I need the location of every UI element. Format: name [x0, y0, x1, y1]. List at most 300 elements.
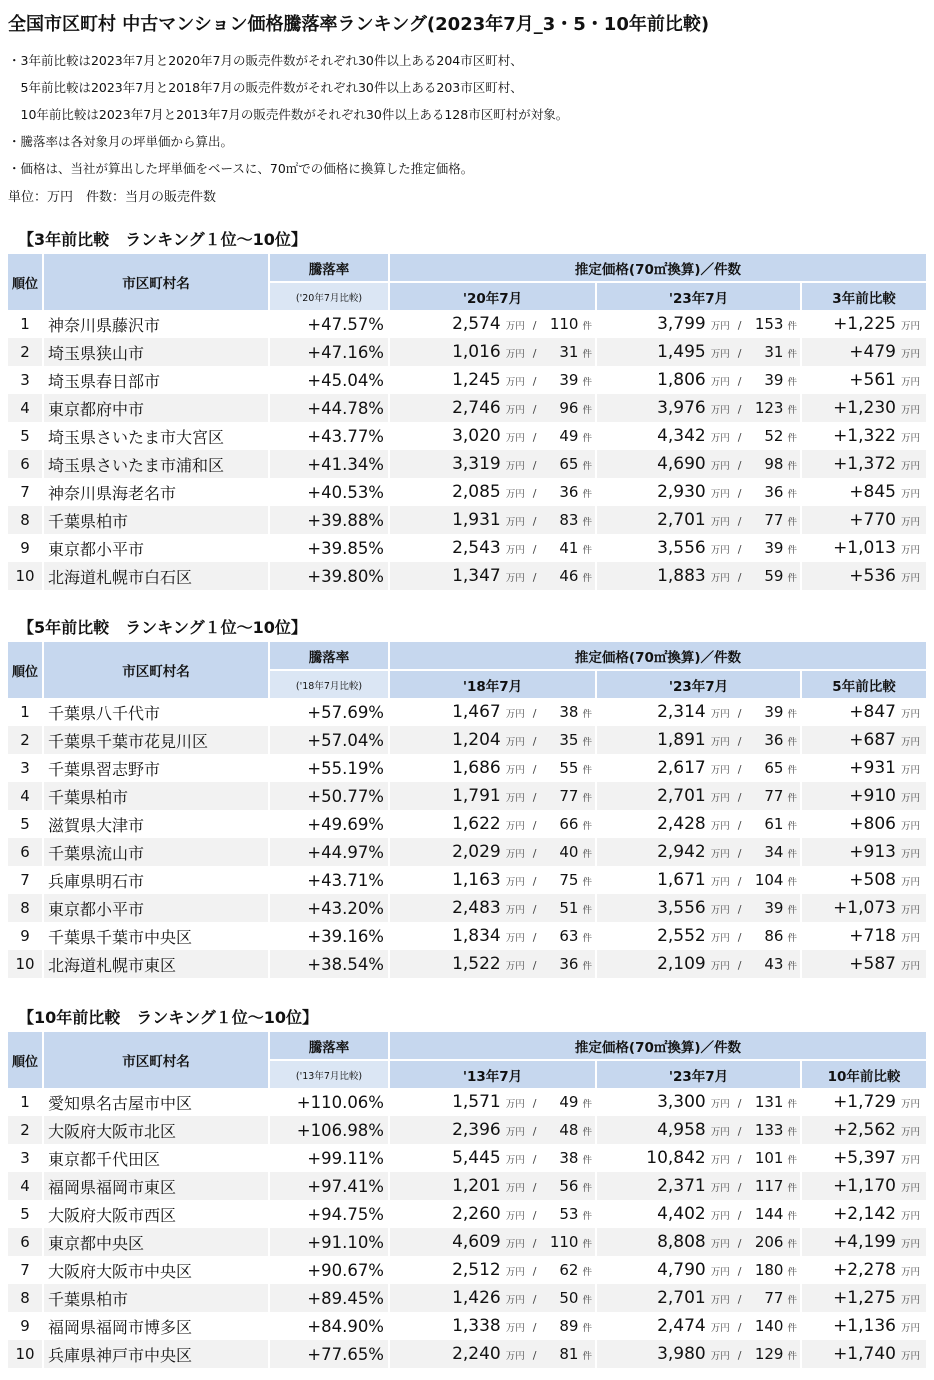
municipality-name: 東京都府中市: [44, 394, 268, 422]
slash-separator: /: [737, 1097, 742, 1110]
section-heading: 【5年前比較 ランキング１位～10位】: [18, 618, 307, 637]
count-unit-label: 件: [787, 405, 797, 416]
count-unit-label: 件: [582, 1239, 592, 1250]
diff-value: +4,199: [833, 1232, 896, 1252]
slash-separator: /: [737, 459, 742, 472]
municipality-name: 福岡県福岡市博多区: [44, 1312, 268, 1340]
rate-cell: +44.97%: [270, 838, 388, 866]
count-unit-label: 件: [787, 961, 797, 972]
new-count: 77: [764, 787, 784, 805]
diff-cell: [802, 726, 926, 754]
count-unit-label: 件: [787, 1155, 797, 1166]
notes-block: [8, 47, 568, 182]
count-unit-label: 件: [787, 1351, 797, 1362]
municipality-name: 大阪府大阪市西区: [44, 1200, 268, 1228]
slash-separator: /: [737, 1153, 742, 1166]
rate-cell: +99.11%: [270, 1144, 388, 1172]
slash-separator: /: [532, 1237, 537, 1250]
rank-cell: 2: [8, 338, 42, 366]
diff-cell: [802, 1284, 926, 1312]
unit-label: 万円: [900, 489, 920, 500]
unit-label: 万円: [710, 377, 730, 388]
new-price-cell: [597, 1144, 800, 1172]
diff-value: +2,562: [833, 1120, 896, 1140]
rank-cell: 1: [8, 1088, 42, 1116]
rate-cell: +90.67%: [270, 1256, 388, 1284]
old-count: 81: [559, 1345, 579, 1363]
new-price: 3,976: [657, 398, 706, 418]
new-count: 34: [764, 843, 784, 861]
unit-label: 万円: [505, 793, 525, 804]
slash-separator: /: [737, 1265, 742, 1278]
municipality-name: 神奈川県藤沢市: [44, 310, 268, 338]
table-header-row: [8, 254, 926, 281]
unit-label: 万円: [900, 821, 920, 832]
slash-separator: /: [737, 1237, 742, 1250]
unit-note: 単位：万円 件数：当月の販売件数: [8, 190, 217, 205]
old-count: 66: [559, 815, 579, 833]
old-price: 5,445: [452, 1148, 501, 1168]
old-price-cell: [390, 1256, 595, 1284]
diff-cell: [802, 838, 926, 866]
new-count: 43: [764, 955, 784, 973]
rank-cell: 8: [8, 1284, 42, 1312]
old-price-cell: [390, 1172, 595, 1200]
old-price-cell: [390, 754, 595, 782]
new-count: 206: [754, 1233, 784, 1251]
diff-value: +536: [849, 566, 896, 586]
old-price: 1,791: [452, 786, 501, 806]
table-row: [8, 866, 926, 894]
old-price-cell: [390, 1088, 595, 1116]
municipality-name: 兵庫県神戸市中央区: [44, 1340, 268, 1368]
old-price: 4,609: [452, 1232, 501, 1252]
unit-label: 万円: [900, 545, 920, 556]
diff-value: +718: [849, 926, 896, 946]
diff-cell: [802, 1228, 926, 1256]
table-row: [8, 1144, 926, 1172]
diff-value: +508: [849, 870, 896, 890]
rank-cell: 3: [8, 366, 42, 394]
count-unit-label: 件: [787, 349, 797, 360]
diff-value: +1,729: [833, 1092, 896, 1112]
old-count: 49: [559, 427, 579, 445]
rate-cell: +39.80%: [270, 562, 388, 590]
rate-cell: +49.69%: [270, 810, 388, 838]
unit-label: 万円: [505, 877, 525, 888]
table-row: [8, 1312, 926, 1340]
table-row: [8, 310, 926, 338]
new-count: 140: [754, 1317, 784, 1335]
diff-value: +806: [849, 814, 896, 834]
old-price-cell: [390, 366, 595, 394]
count-unit-label: 件: [787, 709, 797, 720]
slash-separator: /: [532, 487, 537, 500]
diff-value: +687: [849, 730, 896, 750]
old-count: 36: [559, 483, 579, 501]
unit-label: 万円: [505, 573, 525, 584]
old-price: 1,834: [452, 926, 501, 946]
unit-label: 万円: [505, 1267, 525, 1278]
new-count: 144: [754, 1205, 784, 1223]
new-price-cell: [597, 394, 800, 422]
municipality-name: 北海道札幌市白石区: [44, 562, 268, 590]
rank-header: 順位: [8, 254, 42, 310]
count-unit-label: 件: [582, 1323, 592, 1334]
table-row: [8, 922, 926, 950]
rate-cell: +77.65%: [270, 1340, 388, 1368]
unit-label: 万円: [505, 1351, 525, 1362]
new-price: 2,428: [657, 814, 706, 834]
diff-cell: [802, 1116, 926, 1144]
count-unit-label: 件: [582, 1211, 592, 1222]
old-count: 110: [549, 1233, 579, 1251]
old-price-cell: [390, 450, 595, 478]
old-month-header: '13年7月: [390, 1059, 595, 1088]
new-price-cell: [597, 1172, 800, 1200]
diff-value: +587: [849, 954, 896, 974]
count-unit-label: 件: [582, 1351, 592, 1362]
unit-label: 万円: [710, 1295, 730, 1306]
diff-value: +845: [849, 482, 896, 502]
old-price: 3,020: [452, 426, 501, 446]
unit-label: 万円: [505, 849, 525, 860]
unit-label: 万円: [900, 1323, 920, 1334]
count-unit-label: 件: [582, 961, 592, 972]
municipality-name: 愛知県名古屋市中区: [44, 1088, 268, 1116]
unit-label: 万円: [505, 905, 525, 916]
slash-separator: /: [737, 1321, 742, 1334]
unit-label: 万円: [710, 321, 730, 332]
rate-cell: +91.10%: [270, 1228, 388, 1256]
diff-cell: [802, 1200, 926, 1228]
unit-label: 万円: [710, 1099, 730, 1110]
new-price: 1,806: [657, 370, 706, 390]
unit-label: 万円: [900, 461, 920, 472]
note-line: ・騰落率は各対象月の坪単価から算出。: [8, 134, 234, 149]
unit-label: 万円: [505, 377, 525, 388]
rate-cell: +38.54%: [270, 950, 388, 978]
unit-label: 万円: [900, 405, 920, 416]
old-price: 1,245: [452, 370, 501, 390]
municipality-name: 千葉県習志野市: [44, 754, 268, 782]
unit-label: 万円: [505, 461, 525, 472]
rank-cell: 6: [8, 1228, 42, 1256]
diff-cell: [802, 506, 926, 534]
count-unit-label: 件: [787, 433, 797, 444]
unit-label: 万円: [900, 1099, 920, 1110]
rate-cell: +50.77%: [270, 782, 388, 810]
municipality-name: 福岡県福岡市東区: [44, 1172, 268, 1200]
municipality-name: 埼玉県さいたま市大宮区: [44, 422, 268, 450]
name-header: 市区町村名: [44, 254, 268, 310]
new-count: 129: [754, 1345, 784, 1363]
rank-cell: 2: [8, 1116, 42, 1144]
new-price-cell: [597, 1200, 800, 1228]
diff-cell: [802, 1312, 926, 1340]
slash-separator: /: [737, 931, 742, 944]
unit-label: 万円: [710, 1183, 730, 1194]
price-group-header: 推定価格(70㎡換算)／件数: [390, 254, 926, 281]
new-price-cell: [597, 478, 800, 506]
count-unit-label: 件: [582, 433, 592, 444]
table-row: [8, 894, 926, 922]
name-header: 市区町村名: [44, 642, 268, 698]
new-price-cell: [597, 506, 800, 534]
unit-label: 万円: [900, 793, 920, 804]
diff-cell: [802, 866, 926, 894]
count-unit-label: 件: [787, 1099, 797, 1110]
diff-value: +1,073: [833, 898, 896, 918]
note-line: ・価格は、当社が算出した坪単価をベースに、70㎡での価格に換算した推定価格。: [8, 161, 474, 176]
rate-cell: +47.16%: [270, 338, 388, 366]
old-price: 1,426: [452, 1288, 501, 1308]
diff-cell: [802, 698, 926, 726]
count-unit-label: 件: [787, 1211, 797, 1222]
rank-cell: 3: [8, 1144, 42, 1172]
old-price-cell: [390, 726, 595, 754]
old-price-cell: [390, 506, 595, 534]
old-price: 1,571: [452, 1092, 501, 1112]
unit-label: 万円: [505, 1155, 525, 1166]
new-price-cell: [597, 950, 800, 978]
rate-header: 騰落率: [270, 1032, 388, 1059]
new-count: 39: [764, 371, 784, 389]
rank-cell: 10: [8, 562, 42, 590]
count-unit-label: 件: [582, 737, 592, 748]
unit-label: 万円: [505, 1323, 525, 1334]
rate-cell: +55.19%: [270, 754, 388, 782]
count-unit-label: 件: [582, 793, 592, 804]
slash-separator: /: [532, 763, 537, 776]
count-unit-label: 件: [582, 573, 592, 584]
count-unit-label: 件: [787, 849, 797, 860]
old-count: 75: [559, 871, 579, 889]
old-count: 89: [559, 1317, 579, 1335]
count-unit-label: 件: [787, 545, 797, 556]
unit-label: 万円: [900, 1211, 920, 1222]
new-price: 3,556: [657, 898, 706, 918]
table-row: [8, 1228, 926, 1256]
old-count: 53: [559, 1205, 579, 1223]
old-count: 110: [549, 315, 579, 333]
diff-cell: [802, 366, 926, 394]
count-unit-label: 件: [787, 877, 797, 888]
slash-separator: /: [532, 707, 537, 720]
rate-cell: +47.57%: [270, 310, 388, 338]
diff-value: +931: [849, 758, 896, 778]
table-row: [8, 1200, 926, 1228]
count-unit-label: 件: [787, 1239, 797, 1250]
ranking-table: [6, 1032, 928, 1368]
table-header-row: [8, 642, 926, 669]
rank-cell: 4: [8, 782, 42, 810]
diff-value: +2,278: [833, 1260, 896, 1280]
new-price: 2,474: [657, 1316, 706, 1336]
old-price-cell: [390, 1116, 595, 1144]
table-row: [8, 478, 926, 506]
count-unit-label: 件: [582, 933, 592, 944]
slash-separator: /: [737, 431, 742, 444]
slash-separator: /: [532, 735, 537, 748]
old-count: 83: [559, 511, 579, 529]
new-count: 104: [754, 871, 784, 889]
new-count: 36: [764, 483, 784, 501]
slash-separator: /: [737, 1181, 742, 1194]
slash-separator: /: [737, 375, 742, 388]
rank-header: 順位: [8, 642, 42, 698]
diff-value: +1,230: [833, 398, 896, 418]
old-price: 2,746: [452, 398, 501, 418]
slash-separator: /: [532, 875, 537, 888]
unit-label: 万円: [900, 765, 920, 776]
unit-label: 万円: [900, 905, 920, 916]
rank-cell: 5: [8, 810, 42, 838]
old-price: 2,396: [452, 1120, 501, 1140]
rank-cell: 6: [8, 838, 42, 866]
old-count: 39: [559, 371, 579, 389]
diff-value: +1,322: [833, 426, 896, 446]
slash-separator: /: [737, 735, 742, 748]
unit-label: 万円: [505, 321, 525, 332]
rate-cell: +89.45%: [270, 1284, 388, 1312]
note-line: 10年前比較は2023年7月と2013年7月の販売件数がそれぞれ30件以上ある128市区町村が対象。: [8, 107, 569, 122]
diff-header: 5年前比較: [802, 669, 926, 698]
table-row: [8, 698, 926, 726]
old-price-cell: [390, 810, 595, 838]
old-count: 63: [559, 927, 579, 945]
count-unit-label: 件: [582, 849, 592, 860]
new-count: 117: [754, 1177, 784, 1195]
old-count: 51: [559, 899, 579, 917]
table-row: [8, 1256, 926, 1284]
table-row: [8, 394, 926, 422]
old-count: 56: [559, 1177, 579, 1195]
unit-label: 万円: [505, 433, 525, 444]
slash-separator: /: [532, 375, 537, 388]
slash-separator: /: [737, 903, 742, 916]
slash-separator: /: [737, 543, 742, 556]
rank-cell: 9: [8, 922, 42, 950]
rank-cell: 1: [8, 310, 42, 338]
ranking-table: [6, 254, 928, 590]
diff-value: +2,142: [833, 1204, 896, 1224]
diff-value: +910: [849, 786, 896, 806]
slash-separator: /: [532, 431, 537, 444]
new-count: 77: [764, 511, 784, 529]
unit-label: 万円: [710, 877, 730, 888]
unit-label: 万円: [505, 737, 525, 748]
count-unit-label: 件: [582, 877, 592, 888]
slash-separator: /: [532, 1265, 537, 1278]
old-price: 1,201: [452, 1176, 501, 1196]
unit-label: 万円: [710, 765, 730, 776]
rate-cell: +43.77%: [270, 422, 388, 450]
old-price-cell: [390, 1312, 595, 1340]
slash-separator: /: [532, 903, 537, 916]
municipality-name: 東京都小平市: [44, 534, 268, 562]
unit-label: 万円: [505, 1099, 525, 1110]
new-price: 4,958: [657, 1120, 706, 1140]
count-unit-label: 件: [787, 1267, 797, 1278]
new-price-cell: [597, 422, 800, 450]
unit-label: 万円: [900, 1155, 920, 1166]
old-count: 41: [559, 539, 579, 557]
new-price-cell: [597, 894, 800, 922]
municipality-name: 神奈川県海老名市: [44, 478, 268, 506]
count-unit-label: 件: [787, 489, 797, 500]
old-count: 62: [559, 1261, 579, 1279]
new-price-cell: [597, 782, 800, 810]
diff-cell: [802, 922, 926, 950]
new-count: 31: [764, 343, 784, 361]
unit-label: 万円: [900, 517, 920, 528]
rate-cell: +94.75%: [270, 1200, 388, 1228]
unit-label: 万円: [710, 405, 730, 416]
old-count: 38: [559, 1149, 579, 1167]
old-price: 2,543: [452, 538, 501, 558]
diff-cell: [802, 1256, 926, 1284]
unit-label: 万円: [710, 849, 730, 860]
rate-header: 騰落率: [270, 254, 388, 281]
count-unit-label: 件: [787, 321, 797, 332]
diff-value: +5,397: [833, 1148, 896, 1168]
count-unit-label: 件: [582, 905, 592, 916]
unit-label: 万円: [710, 793, 730, 804]
unit-label: 万円: [505, 1295, 525, 1306]
rank-header: 順位: [8, 1032, 42, 1088]
unit-label: 万円: [710, 905, 730, 916]
old-price-cell: [390, 866, 595, 894]
rank-cell: 7: [8, 478, 42, 506]
unit-label: 万円: [900, 849, 920, 860]
slash-separator: /: [532, 1321, 537, 1334]
unit-label: 万円: [710, 433, 730, 444]
new-price-cell: [597, 1312, 800, 1340]
table-row: [8, 1088, 926, 1116]
new-count: 180: [754, 1261, 784, 1279]
unit-label: 万円: [710, 573, 730, 584]
diff-cell: [802, 1340, 926, 1368]
diff-value: +1,740: [833, 1344, 896, 1364]
old-count: 36: [559, 955, 579, 973]
rank-cell: 8: [8, 506, 42, 534]
unit-label: 万円: [505, 709, 525, 720]
new-count: 36: [764, 731, 784, 749]
table-header-row: [8, 1032, 926, 1059]
diff-value: +561: [849, 370, 896, 390]
new-count: 39: [764, 703, 784, 721]
unit-label: 万円: [505, 1183, 525, 1194]
unit-label: 万円: [900, 573, 920, 584]
new-price: 3,556: [657, 538, 706, 558]
diff-cell: [802, 950, 926, 978]
old-price: 1,522: [452, 954, 501, 974]
table-row: [8, 726, 926, 754]
rate-cell: +40.53%: [270, 478, 388, 506]
old-price: 2,240: [452, 1344, 501, 1364]
slash-separator: /: [532, 847, 537, 860]
old-price: 2,029: [452, 842, 501, 862]
rank-cell: 5: [8, 1200, 42, 1228]
ranking-table: [6, 642, 928, 978]
rank-cell: 9: [8, 534, 42, 562]
new-count: 131: [754, 1093, 784, 1111]
rank-cell: 6: [8, 450, 42, 478]
old-count: 40: [559, 843, 579, 861]
municipality-name: 大阪府大阪市中央区: [44, 1256, 268, 1284]
new-count: 98: [764, 455, 784, 473]
